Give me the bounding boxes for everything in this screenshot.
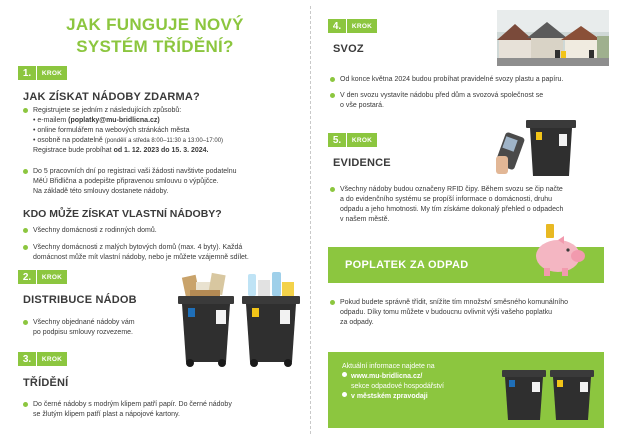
info-newsletter: v městském zpravodaji	[342, 392, 444, 402]
apartments-line-1: Všechny domácnosti z malých bytových domů (max. 4 byty). Každá	[33, 244, 243, 251]
step-3-badge	[18, 352, 67, 366]
step-3-bullet-sorting	[33, 400, 232, 420]
bullet-dot	[330, 77, 335, 82]
info-box	[328, 352, 604, 428]
step-4-badge	[328, 19, 377, 33]
bullet-dot	[23, 320, 28, 325]
step-5-heading: EVIDENCE	[333, 157, 391, 169]
info-intro: Aktuální informace najdete na	[342, 363, 435, 370]
coin-icon	[546, 224, 554, 238]
title-line-2: SYSTÉM TŘÍDĚNÍ?	[76, 37, 234, 56]
step-4-number: 4.	[328, 19, 346, 33]
collection-line-2: o vše postará.	[340, 102, 384, 109]
info-box-text	[342, 362, 444, 402]
step-5-bullet-rfid	[340, 185, 563, 225]
contract-line-1: Do 5 pracovních dní po registraci vaši žádosti navštivte podatelnu	[33, 168, 237, 175]
step-1-number: 1.	[18, 66, 36, 80]
houses-street-image	[497, 10, 609, 66]
step-2-bullet-delivery	[33, 318, 135, 338]
step-3-krok-label: KROK	[37, 352, 67, 366]
title-line-1: JAK FUNGUJE NOVÝ	[66, 15, 244, 34]
bullet-dot	[330, 187, 335, 192]
collection-line-1: V den svozu vystavíte nádobu před dům a svozová společnost se	[340, 92, 544, 99]
page-title	[40, 14, 270, 58]
registration-email: • e-mailem (poplatky@mu-bridlicna.cz)	[33, 117, 160, 124]
step-4-heading: SVOZ	[333, 43, 364, 55]
bullet-dot	[23, 402, 28, 407]
bullet-dot	[330, 93, 335, 98]
step-4-krok-label: KROK	[347, 19, 377, 33]
step-1-bullet-registration	[33, 106, 223, 156]
sorting-line-1: Do černé nádoby s modrým klipem patří papír. Do černé nádoby	[33, 401, 232, 408]
rfid-line-2: a do evidenčního systému se propíší informace o domácnosti, druhu	[340, 196, 553, 203]
info-website[interactable]: www.mu-bridlicna.cz/	[342, 372, 444, 382]
apartments-line-2: domácnost může mít vlastní nádoby, nebo je můžete vzájemně sdílet.	[33, 254, 249, 261]
contract-line-3: Na základě této smlouvy dostanete nádoby.	[33, 188, 169, 195]
fee-banner-title: POPLATEK ZA ODPAD	[345, 259, 469, 271]
delivery-line-2: po podpisu smlouvy rozvezeme.	[33, 329, 133, 336]
step-2-krok-label: KROK	[37, 270, 67, 284]
step-1-bullet-houses	[33, 226, 157, 236]
street-photo	[497, 10, 609, 66]
step-3-heading: TŘÍDĚNÍ	[23, 377, 69, 389]
rfid-line-4: v našem městě.	[340, 216, 390, 223]
bullet-dot	[342, 372, 347, 377]
rfid-reader-icon	[496, 132, 525, 174]
paper-contents	[182, 273, 226, 300]
schedule-text: Od konce května 2024 budou probíhat pravidelné svozy plastu a papíru.	[340, 76, 564, 83]
fee-bullet	[340, 298, 568, 328]
bullet-dot	[342, 392, 347, 397]
step-1-badge	[18, 66, 67, 80]
center-divider	[310, 6, 311, 434]
step-2-heading: DISTRIBUCE NÁDOB	[23, 294, 137, 306]
step-1-subheading: KDO MŮŽE ZÍSKAT VLASTNÍ NÁDOBY?	[23, 208, 222, 220]
rfid-scanner-illustration	[496, 116, 596, 178]
fee-line-2: odpadu. Díky tomu můžete v budoucnu ovlivnit výši vašeho poplatku	[340, 309, 553, 316]
bullet-dot	[23, 169, 28, 174]
registration-period: Registrace bude probíhat od 1. 12. 2023 do 15. 3. 2024.	[33, 147, 209, 154]
registration-online: • online formulářem na webových stránkách města	[33, 127, 190, 134]
sorting-bins-illustration	[176, 268, 304, 368]
registration-office: • osobně na podatelně (pondělí a středa 8:00–11:30 a 13:00–17:00)	[33, 137, 224, 144]
fee-line-1: Pokud budete správně třídit, snížíte tím množství směsného komunálního	[340, 299, 569, 306]
step-2-number: 2.	[18, 270, 36, 284]
fee-line-3: za odpady.	[340, 319, 374, 326]
bullet-dot	[23, 108, 28, 113]
step-1-bullet-contract	[33, 167, 237, 197]
step-5-number: 5.	[328, 133, 346, 147]
info-website-section: sekce odpadové hospodářství	[351, 383, 445, 390]
bullet-dot	[23, 228, 28, 233]
sorting-line-2: se žlutým klipem patří plast a nápojové kartony.	[33, 411, 180, 418]
bullet-dot	[23, 245, 28, 250]
step-4-bullet-schedule	[340, 75, 563, 85]
step-3-number: 3.	[18, 352, 36, 366]
step-5-badge	[328, 133, 377, 147]
bin-icon	[526, 120, 576, 176]
rfid-line-1: Všechny nádoby budou označeny RFID čipy. Během svozu se čip načte	[340, 186, 563, 193]
paper-bin-icon	[502, 370, 546, 420]
plastic-contents	[248, 272, 294, 298]
houses-text: Všechny domácnosti z rodinných domů.	[33, 227, 157, 234]
plastic-bin-icon	[242, 296, 300, 367]
contract-line-2: MěÚ Břidlična a podepište připravenou smlouvu o výpůjčce.	[33, 178, 219, 185]
step-1-bullet-apartments	[33, 243, 249, 263]
paper-bin-icon	[178, 296, 234, 367]
bullet-dot	[330, 300, 335, 305]
rfid-line-3: odpadu a jeho hmotnosti. My tím získáme dokonalý přehled o odpadech	[340, 206, 564, 213]
step-4-bullet-collection	[340, 91, 543, 111]
step-5-krok-label: KROK	[347, 133, 377, 147]
step-1-krok-label: KROK	[37, 66, 67, 80]
plastic-bin-icon	[550, 370, 594, 420]
delivery-line-1: Všechny objednané nádoby vám	[33, 319, 135, 326]
step-1-heading: JAK ZÍSKAT NÁDOBY ZDARMA?	[23, 91, 200, 103]
bins-pair-illustration	[500, 364, 596, 424]
step-2-badge	[18, 270, 67, 284]
piggy-bank-icon	[528, 222, 592, 278]
registration-intro: Registrujete se jedním z následujících způsobů:	[33, 107, 182, 114]
